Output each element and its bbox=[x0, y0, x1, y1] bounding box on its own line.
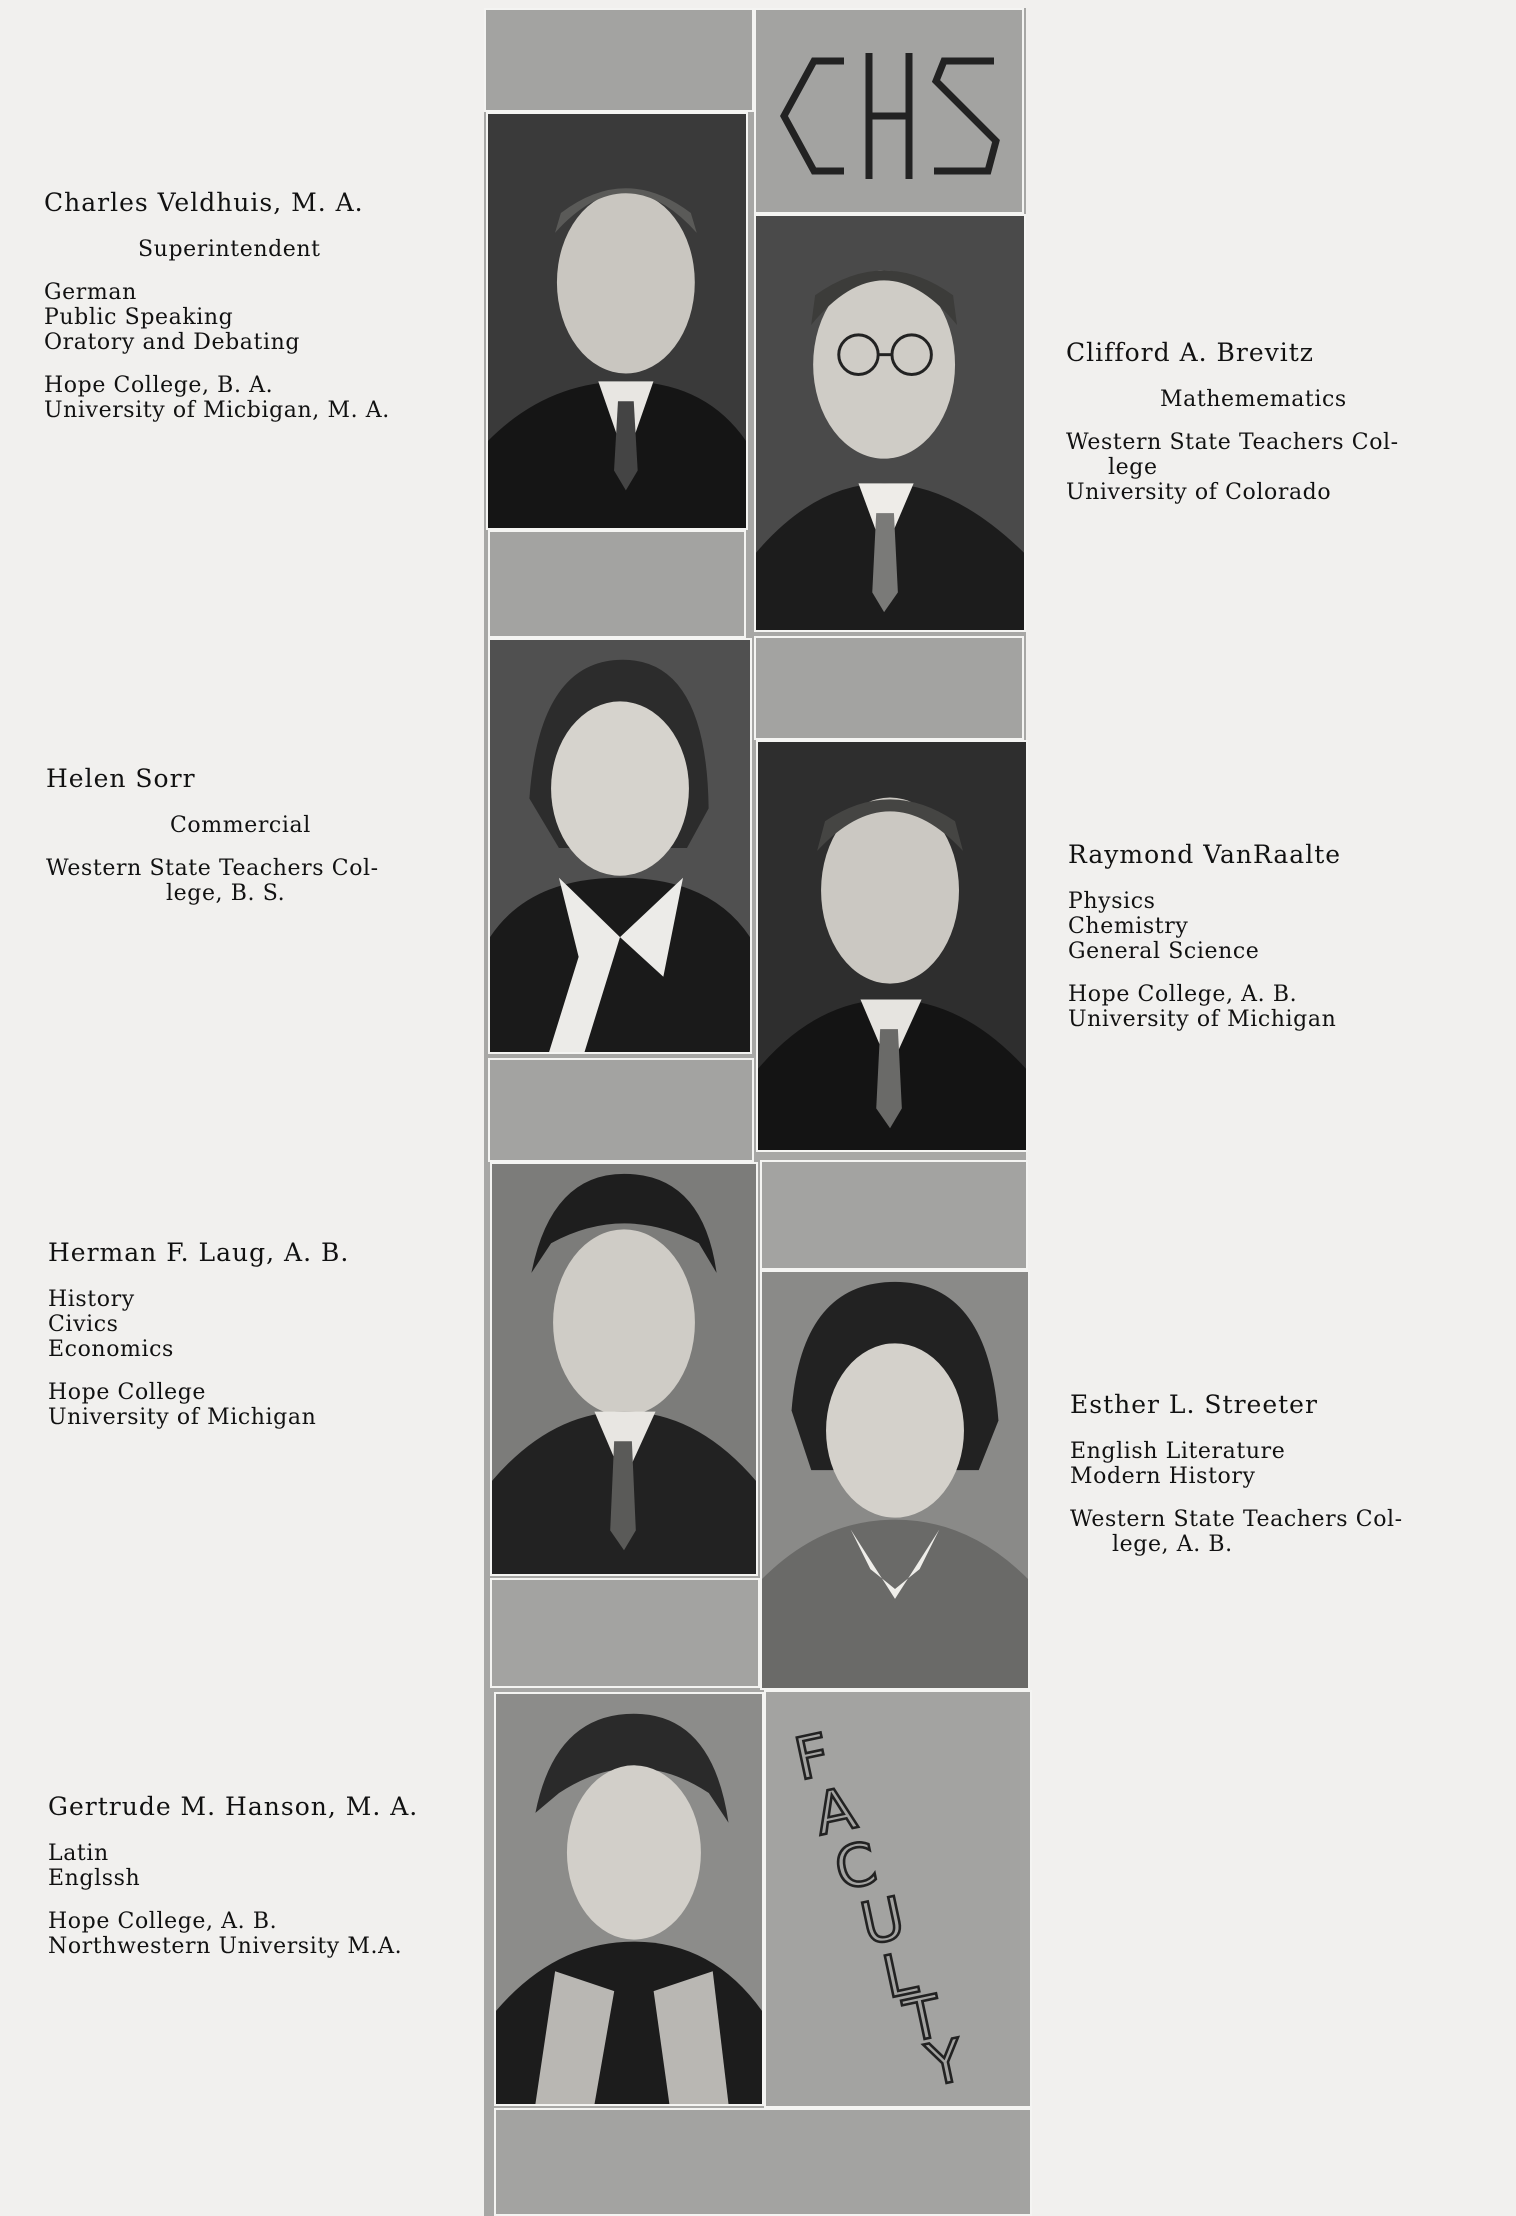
filler-tile bbox=[754, 636, 1024, 740]
subject-item: Oratory and Debating bbox=[44, 330, 301, 355]
education-item: Hope College, B. A. bbox=[44, 373, 274, 398]
education-item: Western State Teachers Col- bbox=[1066, 430, 1399, 455]
education-item: Hope College, A. B. bbox=[48, 1909, 278, 1934]
education-item: University of Michigan bbox=[48, 1405, 317, 1430]
education-list bbox=[1070, 1507, 1403, 1557]
faculty-role: Superintendent bbox=[138, 237, 321, 262]
portrait-image bbox=[496, 1694, 762, 2104]
subject-item: Modern History bbox=[1070, 1464, 1256, 1489]
faculty-name: Esther L. Streeter bbox=[1070, 1390, 1318, 1419]
education-item: Western State Teachers Col- bbox=[46, 856, 379, 881]
bio-raymond-vanraalte bbox=[1068, 842, 1341, 1050]
portrait-helen-sorr bbox=[488, 638, 752, 1054]
faculty-letter: U bbox=[854, 1883, 911, 1959]
bio-helen-sorr bbox=[46, 766, 379, 924]
faculty-letter: A bbox=[808, 1773, 862, 1849]
chs-monogram-logo bbox=[774, 41, 1014, 191]
subject-item: General Science bbox=[1068, 939, 1260, 964]
subject-item: German bbox=[44, 280, 137, 305]
portrait-image bbox=[488, 114, 746, 528]
education-item: Northwestern University M.A. bbox=[48, 1934, 403, 1959]
subject-item: History bbox=[48, 1287, 135, 1312]
education-list bbox=[1068, 982, 1341, 1032]
faculty-title bbox=[770, 1730, 1010, 2090]
subject-list bbox=[48, 1841, 418, 1891]
portrait-raymond-vanraalte bbox=[756, 740, 1028, 1152]
faculty-name: Helen Sorr bbox=[46, 764, 196, 793]
filler-tile bbox=[484, 8, 754, 112]
subject-list bbox=[48, 1287, 349, 1362]
subject-item: Economics bbox=[48, 1337, 174, 1362]
bio-charles-veldhuis bbox=[44, 190, 390, 441]
subject-item: Englssh bbox=[48, 1866, 141, 1891]
portrait-image bbox=[758, 742, 1026, 1150]
portrait-gertrude-hanson bbox=[494, 1692, 764, 2106]
portrait-charles-veldhuis bbox=[486, 112, 748, 530]
education-item: Hope College, A. B. bbox=[1068, 982, 1298, 1007]
faculty-role: Commercial bbox=[170, 813, 311, 838]
education-item: Western State Teachers Col- bbox=[1070, 1507, 1403, 1532]
filler-tile bbox=[488, 1058, 754, 1162]
education-item: Hope College bbox=[48, 1380, 206, 1405]
education-list bbox=[1066, 430, 1399, 505]
education-item: lege bbox=[1108, 455, 1158, 480]
faculty-name: Charles Veldhuis, M. A. bbox=[44, 188, 364, 217]
subject-item: English Literature bbox=[1070, 1439, 1286, 1464]
subject-item: Civics bbox=[48, 1312, 119, 1337]
faculty-lettering bbox=[770, 1730, 1010, 2090]
faculty-letter: T bbox=[898, 1981, 948, 2056]
portrait-image bbox=[756, 216, 1024, 630]
filler-tile bbox=[494, 2108, 1032, 2216]
faculty-name: Raymond VanRaalte bbox=[1068, 840, 1342, 869]
filler-tile bbox=[488, 530, 746, 638]
bio-herman-laug bbox=[48, 1240, 349, 1448]
education-list bbox=[44, 373, 390, 423]
subject-item: Physics bbox=[1068, 889, 1156, 914]
education-item: University of Micbigan, M. A. bbox=[44, 398, 390, 423]
education-item: University of Colorado bbox=[1066, 480, 1332, 505]
faculty-name: Clifford A. Brevitz bbox=[1066, 338, 1314, 367]
education-list bbox=[48, 1909, 418, 1959]
portrait-image bbox=[762, 1272, 1028, 1688]
faculty-letter: L bbox=[876, 1938, 923, 2012]
portrait-herman-laug bbox=[490, 1162, 758, 1576]
subject-list bbox=[1068, 889, 1341, 964]
filler-tile bbox=[760, 1160, 1028, 1270]
education-item: lege, A. B. bbox=[1112, 1532, 1233, 1557]
portrait-image bbox=[492, 1164, 756, 1574]
bio-esther-streeter bbox=[1070, 1392, 1403, 1575]
faculty-letter: C bbox=[828, 1828, 883, 1904]
faculty-name: Gertrude M. Hanson, M. A. bbox=[48, 1792, 419, 1821]
education-item: lege, B. S. bbox=[166, 881, 286, 906]
faculty-role: Mathemematics bbox=[1160, 387, 1347, 412]
filler-tile bbox=[490, 1578, 760, 1688]
education-item: University of Michigan bbox=[1068, 1007, 1337, 1032]
faculty-letter: F bbox=[788, 1730, 836, 1794]
subject-list bbox=[44, 280, 390, 355]
faculty-letter: Y bbox=[920, 2025, 970, 2090]
subject-item: Chemistry bbox=[1068, 914, 1189, 939]
bio-clifford-brevitz bbox=[1066, 340, 1399, 523]
portrait-esther-streeter bbox=[760, 1270, 1030, 1690]
portrait-clifford-brevitz bbox=[754, 214, 1026, 632]
education-list bbox=[46, 856, 379, 906]
subject-item: Public Speaking bbox=[44, 305, 234, 330]
portrait-image bbox=[490, 640, 750, 1052]
faculty-name: Herman F. Laug, A. B. bbox=[48, 1238, 350, 1267]
subject-item: Latin bbox=[48, 1841, 109, 1866]
chs-monogram bbox=[764, 22, 1024, 210]
subject-list bbox=[1070, 1439, 1403, 1489]
education-list bbox=[48, 1380, 349, 1430]
bio-gertrude-hanson bbox=[48, 1794, 418, 1977]
